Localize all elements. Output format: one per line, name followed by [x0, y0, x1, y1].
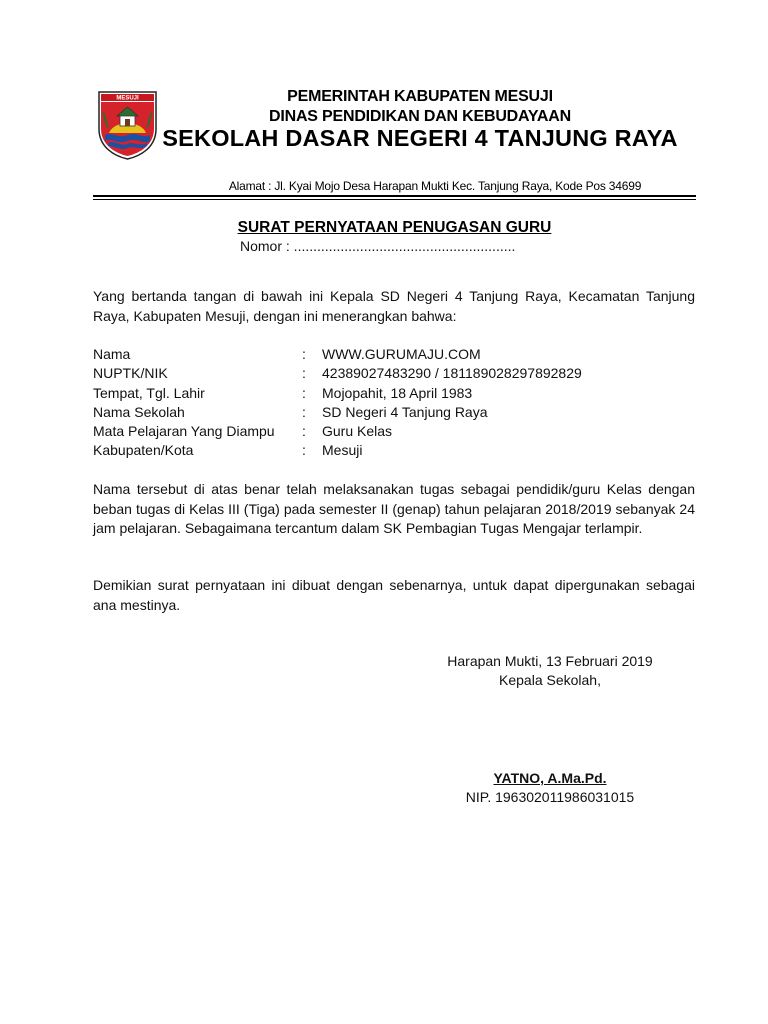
letter-number: Nomor : .........................................................: [240, 238, 516, 254]
emblem-text: MESUJI: [116, 95, 139, 102]
field-row: [93, 345, 693, 364]
signatory-nip: NIP. 196302011986031015: [465, 789, 635, 805]
mesuji-emblem-icon: [96, 89, 159, 161]
field-value: WWW.GURUMAJU.COM: [322, 346, 481, 362]
intro-paragraph: Yang bertanda tangan di bawah ini Kepala SD Negeri 4 Tanjung Raya, Kecamatan Tanjung Raya, Kabupaten Mesuji, dengan ini menerangkan bahwa:: [93, 288, 695, 324]
field-row: [93, 384, 693, 403]
signature-place-date: Harapan Mukti, 13 Februari 2019: [447, 653, 653, 669]
field-label: Kabupaten/Kota: [93, 442, 194, 459]
field-value: Mojopahit, 18 April 1983: [322, 384, 473, 401]
school-heading: SEKOLAH DASAR NEGERI 4 TANJUNG RAYA: [162, 125, 678, 151]
statement-paragraph: Nama tersebut di atas benar telah melaksanakan tugas sebagai pendidik/guru Kelas dengan beban tugas di Kelas III (Tiga) pada semester II (genap) tahun pelajaran 2018/2019 sebanyak 24 jam pelajaran. Sebagaimana tercantum dalam SK Pembagian Tugas Mengajar terlampir.: [93, 481, 695, 536]
field-separator: :: [302, 442, 306, 459]
field-value: 42389027483290 / 181189028297892829: [322, 365, 582, 382]
letter-title: SURAT PERNYATAAN PENUGASAN GURU: [237, 219, 552, 236]
signatory-name: YATNO, A.Ma.Pd.: [493, 770, 607, 786]
field-row: [93, 403, 693, 422]
header-divider-thick: [93, 195, 696, 197]
field-separator: :: [302, 423, 306, 440]
field-label: NUPTK/NIK: [93, 365, 168, 382]
field-row: [93, 441, 693, 460]
field-value: Guru Kelas: [322, 423, 393, 440]
field-label: Nama Sekolah: [93, 403, 185, 420]
field-label: Nama: [93, 346, 131, 362]
field-separator: :: [302, 384, 306, 401]
school-address: Alamat : Jl. Kyai Mojo Desa Harapan Mukti Kec. Tanjung Raya, Kode Pos 34699: [228, 179, 642, 193]
field-row: [93, 422, 693, 441]
field-row: [93, 364, 693, 383]
closing-paragraph: Demikian surat pernyataan ini dibuat dengan sebenarnya, untuk dapat dipergunakan sebagai ana mestinya.: [93, 577, 695, 613]
signature-role: Kepala Sekolah,: [499, 672, 601, 688]
field-label: Mata Pelajaran Yang Diampu: [93, 423, 275, 440]
department-heading: DINAS PENDIDIKAN DAN KEBUDAYAAN: [269, 108, 571, 125]
field-label: Tempat, Tgl. Lahir: [93, 384, 205, 401]
government-heading: PEMERINTAH KABUPATEN MESUJI: [287, 88, 553, 105]
identity-fields: [93, 345, 693, 461]
field-value: Mesuji: [322, 442, 363, 459]
header-divider-thin: [93, 199, 696, 200]
field-separator: :: [302, 403, 306, 420]
field-separator: :: [302, 365, 306, 382]
field-separator: :: [302, 346, 306, 362]
field-value: SD Negeri 4 Tanjung Raya: [322, 403, 488, 420]
